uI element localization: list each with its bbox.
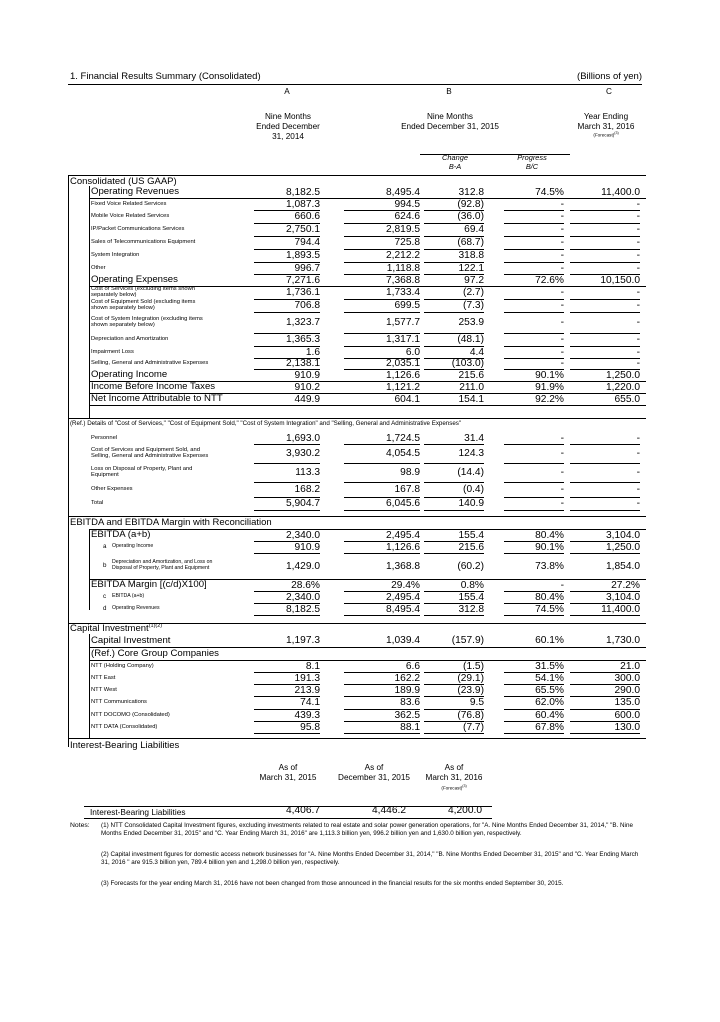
consolidated-cell: 97.2 xyxy=(464,274,484,286)
capex-cell: 8.1 xyxy=(305,660,320,672)
capex-cell: 439.3 xyxy=(294,709,320,721)
ebitda-cell: 910.9 xyxy=(294,541,320,553)
ref-cell: 167.8 xyxy=(394,484,420,496)
ebitda-cell: 1,250.0 xyxy=(606,541,640,553)
ebitda-cell: 312.8 xyxy=(458,603,484,615)
ebitda-cell: 1,126.6 xyxy=(386,541,420,553)
ref-row-label: Other Expenses xyxy=(91,486,133,493)
ebitda-cell: 28.6% xyxy=(291,579,320,591)
consolidated-cell: 90.1% xyxy=(535,369,564,381)
consolidated-cell: - xyxy=(636,334,640,346)
consolidated-row-label: IP/Packet Communications Services xyxy=(91,226,185,233)
ibl-section-title: Interest-Bearing Liabilities xyxy=(70,740,180,751)
capex-cell: (157.9) xyxy=(451,635,484,647)
change-formula: B-A xyxy=(448,162,462,171)
ref-row-label: Personnel xyxy=(91,434,118,441)
consolidated-cell: 253.9 xyxy=(458,317,484,329)
capex-cell: 60.4% xyxy=(535,709,564,721)
consolidated-cell: - xyxy=(636,358,640,370)
ref-cell: 98.9 xyxy=(400,467,420,479)
ebitda-cell: 74.5% xyxy=(535,603,564,615)
ebitda-row-prefix: b xyxy=(103,561,107,569)
consolidated-section-title: Consolidated (US GAAP) xyxy=(70,176,177,187)
consolidated-cell: - xyxy=(636,300,640,312)
consolidated-cell: (92.8) xyxy=(457,198,484,210)
consolidated-cell: - xyxy=(560,346,564,358)
consolidated-cell: 11,400.0 xyxy=(601,186,640,198)
progress-header: Progress xyxy=(517,153,547,162)
consolidated-cell: 2,138.1 xyxy=(286,358,320,370)
ref-cell: 124.3 xyxy=(458,448,484,460)
ebitda-cell: 215.6 xyxy=(458,541,484,553)
capex-row-label: NTT DOCOMO (Consolidated) xyxy=(91,711,170,718)
note-1: (1) NTT Consolidated Capital Investment figures, excluding investments related to real estate and solar power generation operations, for "A. Nine Months Ended December 31, 2014," "B. Nine Months Ended December 31, 2015" and "C. Year Ending March 31, 2016" are 1,113.3 billion yen, 996.2 billion yen and 1,630.0 billion yen, respectively. xyxy=(101,822,633,838)
consolidated-row-label: Other xyxy=(91,264,106,271)
consolidated-cell: 449.9 xyxy=(294,393,320,405)
note-2: (2) Capital investment figures for domestic access network businesses for "A. Nine Months Ended December 31, 2014," "B. Nine Months Ended December 31, 2015" and "C. Year Ending March 31, 2016 " are 915.3 billion yen, 789.4 billion yen and 1,298.0 billion yen, respectively. xyxy=(101,851,639,867)
ref-row-label: Cost of Services and Equipment Sold, and Selling, General and Administrative Expenses xyxy=(91,446,209,460)
consolidated-cell: 996.7 xyxy=(294,262,320,274)
capex-cell: 60.1% xyxy=(535,635,564,647)
ibl-value-2: 4,446.2 xyxy=(372,805,406,816)
ebitda-cell: 8,495.4 xyxy=(386,603,420,615)
ebitda-cell: 1,368.8 xyxy=(386,560,420,572)
ref-cell: - xyxy=(636,432,640,444)
ebitda-row-label: Operating Income xyxy=(112,543,154,549)
consolidated-cell: - xyxy=(636,262,640,274)
consolidated-row-label: Income Before Income Taxes xyxy=(91,381,216,393)
capex-cell: 83.6 xyxy=(400,697,420,709)
consolidated-cell: (103.0) xyxy=(451,358,484,370)
consolidated-cell: - xyxy=(636,287,640,299)
consolidated-row-label: Operating Expenses xyxy=(91,274,178,286)
consolidated-cell: 10,150.0 xyxy=(600,274,640,286)
consolidated-cell: 2,212.2 xyxy=(386,250,420,262)
consolidated-cell: 69.4 xyxy=(464,224,484,236)
capex-row-label: (Ref.) Core Group Companies xyxy=(91,647,219,659)
consolidated-cell: 1,736.1 xyxy=(286,287,320,299)
ebitda-cell: 3,104.0 xyxy=(606,591,640,603)
ebitda-row-label: Depreciation and Amortization, and Loss on Disposal of Property, Plant and Equipment xyxy=(112,559,213,571)
ebitda-cell: 73.8% xyxy=(535,560,564,572)
ref-cell: - xyxy=(636,498,640,510)
consolidated-row-label: Cost of System Integration (excluding items shown separately below) xyxy=(91,315,203,329)
consolidated-row-label: Depreciation and Amortization xyxy=(91,336,169,343)
consolidated-cell: - xyxy=(560,358,564,370)
capex-cell: 130.0 xyxy=(614,721,640,733)
ibl-col2-header: As of December 31, 2015 xyxy=(338,763,410,782)
consolidated-cell: 1,365.3 xyxy=(286,334,320,346)
ebitda-cell: 27.2% xyxy=(611,579,640,591)
consolidated-cell: - xyxy=(560,237,564,249)
capex-cell: (29.1) xyxy=(457,672,484,684)
capex-cell: 162.2 xyxy=(394,672,420,684)
capex-row-label: NTT DATA (Consolidated) xyxy=(91,723,158,730)
consolidated-cell: 2,819.5 xyxy=(386,224,420,236)
ibl-value-3: 4,200.0 xyxy=(448,805,482,816)
consolidated-cell: - xyxy=(560,198,564,210)
consolidated-cell: 1,733.4 xyxy=(386,287,420,299)
capex-cell: 54.1% xyxy=(535,672,564,684)
consolidated-cell: 2,750.1 xyxy=(286,224,320,236)
consolidated-cell: (48.1) xyxy=(457,334,484,346)
consolidated-cell: 604.1 xyxy=(394,393,420,405)
ebitda-cell: 155.4 xyxy=(458,591,484,603)
consolidated-cell: 1,121.2 xyxy=(386,381,420,393)
consolidated-row-label: System Integration xyxy=(91,252,140,259)
ref-cell: 6,045.6 xyxy=(386,498,420,510)
ref-cell: 3,930.2 xyxy=(286,448,320,460)
capex-cell: 189.9 xyxy=(394,684,420,696)
capex-row-label: NTT East xyxy=(91,674,116,681)
consolidated-row-label: Sales of Telecommunications Equipment xyxy=(91,239,196,246)
ref-cell: 31.4 xyxy=(464,432,484,444)
ebitda-row-label: EBITDA (a+b) xyxy=(112,593,145,599)
consolidated-cell: 1,577.7 xyxy=(386,317,420,329)
consolidated-cell: 91.9% xyxy=(535,381,564,393)
ref-cell: (0.4) xyxy=(463,484,484,496)
consolidated-cell: - xyxy=(636,317,640,329)
note-3: (3) Forecasts for the year ending March 31, 2016 have not been changed from those announced in the financial results for the six months ended September 30, 2015. xyxy=(101,880,564,887)
consolidated-cell: - xyxy=(560,250,564,262)
consolidated-row-label: Cost of Equipment Sold (excluding items shown separately below) xyxy=(91,298,196,312)
ebitda-cell: 11,400.0 xyxy=(601,603,640,615)
consolidated-row-label: Impairment Loss xyxy=(91,348,134,355)
ibl-col3-forecast: (Forecast)$^{(3)}$ xyxy=(441,784,467,791)
ref-cell: - xyxy=(560,467,564,479)
consolidated-cell: 660.6 xyxy=(294,211,320,223)
notes-label: Notes: xyxy=(70,822,90,829)
consolidated-cell: 1,893.5 xyxy=(286,250,320,262)
capex-cell: 65.5% xyxy=(535,684,564,696)
consolidated-cell: 1,323.7 xyxy=(286,317,320,329)
capex-cell: 135.0 xyxy=(614,697,640,709)
consolidated-cell: 1,220.0 xyxy=(606,381,640,393)
ebitda-cell: - xyxy=(560,579,564,591)
consolidated-cell: 92.2% xyxy=(535,393,564,405)
ref-cell: - xyxy=(560,498,564,510)
ibl-row-label: Interest-Bearing Liabilities xyxy=(90,807,186,817)
consolidated-cell: 8,495.4 xyxy=(386,186,420,198)
capex-cell: 1,197.3 xyxy=(286,635,320,647)
ref-cell: 168.2 xyxy=(294,484,320,496)
consolidated-cell: - xyxy=(636,237,640,249)
consolidated-cell: 699.5 xyxy=(394,300,420,312)
consolidated-row-label: Mobile Voice Related Services xyxy=(91,213,170,220)
ref-cell: 1,693.0 xyxy=(286,432,320,444)
ebitda-cell: 90.1% xyxy=(535,541,564,553)
consolidated-cell: - xyxy=(560,211,564,223)
consolidated-cell: 312.8 xyxy=(458,186,484,198)
consolidated-cell: 1,118.8 xyxy=(386,262,420,274)
capex-cell: (76.8) xyxy=(457,709,484,721)
ebitda-row-prefix: a xyxy=(103,542,107,550)
capex-cell: 1,730.0 xyxy=(606,635,640,647)
consolidated-cell: 1,087.3 xyxy=(286,198,320,210)
capex-row-label: Capital Investment xyxy=(91,634,171,646)
consolidated-cell: - xyxy=(560,300,564,312)
col-c-header: Year Ending March 31, 2016 xyxy=(577,112,635,131)
consolidated-cell: 211.0 xyxy=(459,381,484,393)
page-title: 1. Financial Results Summary (Consolidated) xyxy=(70,71,261,82)
capex-cell: 191.3 xyxy=(294,672,320,684)
consolidated-cell: - xyxy=(560,224,564,236)
ebitda-cell: 8,182.5 xyxy=(286,603,320,615)
consolidated-row-label: Operating Income xyxy=(91,369,168,381)
capex-cell: (1.5) xyxy=(463,660,484,672)
capex-cell: 300.0 xyxy=(614,672,640,684)
consolidated-cell: 2,035.1 xyxy=(386,358,420,370)
ebitda-cell: (60.2) xyxy=(457,560,484,572)
change-header: Change xyxy=(442,153,468,162)
ref-note: (Ref.) Details of "Cost of Services," "Cost of Equipment Sold," "Cost of System Integration" and "Selling, General and Administrative Expenses" xyxy=(70,420,462,427)
consolidated-cell: (36.0) xyxy=(457,211,484,223)
col-c-forecast: (Forecast)$^{(3)}$ xyxy=(593,131,619,138)
ibl-value-1: 4,406.7 xyxy=(286,805,320,816)
ebitda-cell: 3,104.0 xyxy=(606,529,640,541)
ref-row-label: Loss on Disposal of Property, Plant and Equipment xyxy=(91,465,193,479)
consolidated-cell: 794.4 xyxy=(294,237,320,249)
consolidated-row-label: Fixed Voice Related Services xyxy=(91,200,167,207)
ref-cell: 140.9 xyxy=(458,498,484,510)
ref-cell: (14.4) xyxy=(457,467,484,479)
consolidated-cell: 1,126.6 xyxy=(386,369,420,381)
consolidated-cell: 624.6 xyxy=(394,211,420,223)
consolidated-cell: 725.8 xyxy=(394,237,420,249)
col-a-header: Nine Months Ended December 31, 2014 xyxy=(256,112,320,141)
consolidated-row-label: Operating Revenues xyxy=(91,186,179,198)
ebitda-cell: 29.4% xyxy=(391,579,420,591)
ebitda-section-title: EBITDA and EBITDA Margin with Reconciliation xyxy=(70,517,272,528)
consolidated-cell: 1,317.1 xyxy=(386,334,420,346)
capex-cell: (7.7) xyxy=(463,721,484,733)
consolidated-cell: - xyxy=(560,287,564,299)
consolidated-cell: 910.2 xyxy=(294,381,320,393)
consolidated-cell: 994.5 xyxy=(394,198,420,210)
consolidated-cell: (68.7) xyxy=(457,237,484,249)
consolidated-row-label: Selling, General and Administrative Expenses xyxy=(91,360,209,367)
progress-formula: B/C xyxy=(525,162,539,171)
consolidated-cell: - xyxy=(560,262,564,274)
ibl-col1-header: As of March 31, 2015 xyxy=(259,763,317,782)
ref-row-label: Total xyxy=(91,500,104,507)
capex-cell: 31.5% xyxy=(535,660,564,672)
ebitda-cell: 1,429.0 xyxy=(286,560,320,572)
ebitda-row-label: EBITDA Margin [(c/d)X100] xyxy=(91,579,207,591)
consolidated-cell: (2.7) xyxy=(463,287,484,299)
consolidated-cell: - xyxy=(560,334,564,346)
capex-cell: 88.1 xyxy=(400,721,420,733)
ebitda-cell: 2,340.0 xyxy=(286,591,320,603)
ibl-col3-header: As of March 31, 2016 xyxy=(425,763,483,782)
ref-cell: 4,054.5 xyxy=(386,448,420,460)
consolidated-cell: - xyxy=(636,198,640,210)
consolidated-cell: 910.9 xyxy=(294,369,320,381)
capex-cell: 95.8 xyxy=(300,721,320,733)
ref-cell: - xyxy=(636,467,640,479)
capex-section-title: Capital Investment$^{(1)(2)}$ xyxy=(70,623,163,635)
capex-cell: 1,039.4 xyxy=(386,635,420,647)
col-letter-a: A xyxy=(284,87,290,96)
consolidated-cell: 318.8 xyxy=(458,250,484,262)
capex-cell: (23.9) xyxy=(457,684,484,696)
ref-cell: - xyxy=(560,432,564,444)
consolidated-cell: - xyxy=(560,317,564,329)
capex-cell: 21.0 xyxy=(620,660,640,672)
unit-label: (Billions of yen) xyxy=(577,71,642,82)
ref-cell: - xyxy=(636,484,640,496)
capex-cell: 362.5 xyxy=(394,709,420,721)
ebitda-row-label: Operating Revenues xyxy=(112,605,160,611)
ebitda-cell: 80.4% xyxy=(535,529,564,541)
ref-cell: - xyxy=(636,448,640,460)
capex-cell: 600.0 xyxy=(614,709,640,721)
consolidated-cell: 1.6 xyxy=(305,346,320,358)
consolidated-row-label: Net Income Attributable to NTT xyxy=(91,393,223,405)
capex-cell: 67.8% xyxy=(535,721,564,733)
col-letter-c: C xyxy=(606,87,612,96)
col-b-header: Nine Months Ended December 31, 2015 xyxy=(401,112,499,131)
ref-cell: - xyxy=(560,448,564,460)
capex-cell: 74.1 xyxy=(300,697,320,709)
ref-cell: - xyxy=(560,484,564,496)
col-letter-b: B xyxy=(446,87,452,96)
capex-cell: 62.0% xyxy=(535,697,564,709)
consolidated-cell: 7,368.8 xyxy=(386,274,420,286)
consolidated-cell: 706.8 xyxy=(294,300,320,312)
consolidated-cell: 7,271.6 xyxy=(286,274,320,286)
ref-cell: 113.3 xyxy=(295,467,320,479)
capex-row-label: NTT West xyxy=(91,686,117,693)
ref-cell: 1,724.5 xyxy=(386,432,420,444)
capex-row-label: NTT Communications xyxy=(91,699,147,706)
ebitda-row-prefix: c xyxy=(103,592,107,600)
consolidated-cell: 122.1 xyxy=(458,262,484,274)
capex-row-label: NTT (Holding Company) xyxy=(91,662,154,669)
consolidated-cell: 4.4 xyxy=(469,346,484,358)
consolidated-cell: 74.5% xyxy=(535,186,564,198)
ebitda-row-label: EBITDA (a+b) xyxy=(91,529,151,541)
consolidated-cell: 6.0 xyxy=(405,346,420,358)
consolidated-cell: 8,182.5 xyxy=(286,186,320,198)
consolidated-cell: - xyxy=(636,211,640,223)
consolidated-cell: - xyxy=(636,346,640,358)
consolidated-cell: 72.6% xyxy=(535,274,564,286)
consolidated-cell: 1,250.0 xyxy=(606,369,640,381)
consolidated-cell: (7.3) xyxy=(463,300,484,312)
consolidated-row-label: Cost of Services (excluding items shown separately below) xyxy=(91,285,196,299)
ebitda-cell: 2,495.4 xyxy=(386,591,420,603)
capex-cell: 6.6 xyxy=(405,660,420,672)
ebitda-cell: 2,495.4 xyxy=(386,529,420,541)
consolidated-cell: 154.1 xyxy=(458,393,484,405)
ebitda-cell: 155.4 xyxy=(458,529,484,541)
capex-cell: 290.0 xyxy=(614,684,640,696)
capex-cell: 213.9 xyxy=(294,684,320,696)
ebitda-cell: 80.4% xyxy=(535,591,564,603)
ebitda-cell: 1,854.0 xyxy=(606,560,640,572)
ebitda-cell: 0.8% xyxy=(460,579,484,591)
capex-cell: 9.5 xyxy=(469,697,484,709)
consolidated-cell: - xyxy=(636,250,640,262)
consolidated-cell: - xyxy=(636,224,640,236)
consolidated-cell: 215.6 xyxy=(458,369,484,381)
ref-cell: 5,904.7 xyxy=(286,498,320,510)
consolidated-cell: 655.0 xyxy=(614,393,640,405)
ebitda-row-prefix: d xyxy=(103,604,107,612)
ebitda-cell: 2,340.0 xyxy=(286,529,320,541)
